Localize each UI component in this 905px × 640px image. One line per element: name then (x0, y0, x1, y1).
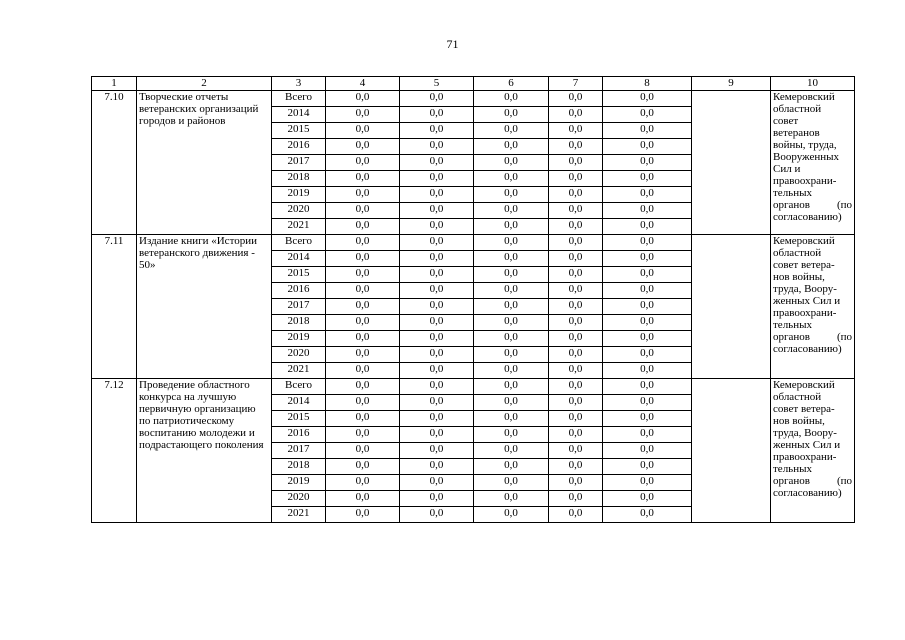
year-cell: 2019 (272, 187, 326, 203)
column-header: 4 (326, 77, 400, 91)
value-cell: 0,0 (326, 299, 400, 315)
year-cell: 2019 (272, 475, 326, 491)
value-cell: 0,0 (326, 139, 400, 155)
year-cell: 2015 (272, 267, 326, 283)
value-cell: 0,0 (400, 331, 474, 347)
value-cell: 0,0 (549, 443, 603, 459)
value-cell: 0,0 (474, 395, 549, 411)
value-cell: 0,0 (603, 475, 692, 491)
value-cell: 0,0 (474, 491, 549, 507)
value-cell: 0,0 (474, 475, 549, 491)
executor-line: согласованию) (773, 211, 842, 223)
value-cell: 0,0 (326, 219, 400, 235)
value-cell: 0,0 (474, 267, 549, 283)
value-cell: 0,0 (549, 379, 603, 395)
year-cell: 2021 (272, 507, 326, 523)
value-cell: 0,0 (474, 347, 549, 363)
value-cell: 0,0 (549, 139, 603, 155)
value-cell: 0,0 (474, 411, 549, 427)
column-header: 10 (771, 77, 855, 91)
value-cell: 0,0 (400, 91, 474, 107)
value-cell: 0,0 (326, 411, 400, 427)
executor-line: Кемеровский (773, 235, 835, 247)
value-cell: 0,0 (326, 187, 400, 203)
table-row (92, 91, 855, 107)
value-cell: 0,0 (326, 475, 400, 491)
value-cell: 0,0 (474, 427, 549, 443)
value-cell: 0,0 (549, 91, 603, 107)
value-cell: 0,0 (326, 283, 400, 299)
column-header: 7 (549, 77, 603, 91)
executor-line: Кемеровский (773, 91, 835, 103)
value-cell: 0,0 (603, 411, 692, 427)
column-header: 3 (272, 77, 326, 91)
value-cell: 0,0 (603, 331, 692, 347)
executor-line: тельных (773, 187, 812, 199)
value-cell: 0,0 (474, 283, 549, 299)
empty-cell (692, 379, 771, 523)
year-cell: 2021 (272, 363, 326, 379)
value-cell: 0,0 (474, 459, 549, 475)
value-cell: 0,0 (400, 283, 474, 299)
executor-line: Кемеровский (773, 379, 835, 391)
executor-line: труда, Воору- (773, 283, 837, 295)
value-cell: 0,0 (400, 107, 474, 123)
year-cell: Всего (272, 379, 326, 395)
year-cell: Всего (272, 235, 326, 251)
executor-line: нов войны, (773, 415, 825, 427)
value-cell: 0,0 (549, 331, 603, 347)
value-cell: 0,0 (326, 379, 400, 395)
column-header: 6 (474, 77, 549, 91)
value-cell: 0,0 (326, 347, 400, 363)
value-cell: 0,0 (400, 459, 474, 475)
value-cell: 0,0 (474, 187, 549, 203)
value-cell: 0,0 (400, 299, 474, 315)
value-cell: 0,0 (549, 219, 603, 235)
executor-line: согласованию) (773, 343, 842, 355)
value-cell: 0,0 (326, 171, 400, 187)
year-cell: 2014 (272, 395, 326, 411)
year-cell: 2021 (272, 219, 326, 235)
value-cell: 0,0 (549, 491, 603, 507)
column-header: 8 (603, 77, 692, 91)
value-cell: 0,0 (400, 395, 474, 411)
executor-line: органов (по (773, 475, 852, 487)
year-cell: 2016 (272, 139, 326, 155)
value-cell: 0,0 (474, 123, 549, 139)
value-cell: 0,0 (549, 411, 603, 427)
executor-cell (771, 235, 855, 379)
executor-line: областной (773, 391, 822, 403)
value-cell: 0,0 (603, 379, 692, 395)
executor-line: тельных (773, 319, 812, 331)
executor-line: войны, труда, (773, 139, 837, 151)
value-cell: 0,0 (326, 235, 400, 251)
value-cell: 0,0 (326, 123, 400, 139)
value-cell: 0,0 (549, 347, 603, 363)
value-cell: 0,0 (400, 507, 474, 523)
value-cell: 0,0 (474, 203, 549, 219)
value-cell: 0,0 (549, 395, 603, 411)
executor-line: совет ветера- (773, 259, 835, 271)
program-table (91, 76, 855, 523)
value-cell: 0,0 (603, 251, 692, 267)
value-cell: 0,0 (549, 251, 603, 267)
year-cell: Всего (272, 91, 326, 107)
year-cell: 2015 (272, 411, 326, 427)
value-cell: 0,0 (400, 443, 474, 459)
value-cell: 0,0 (400, 491, 474, 507)
value-cell: 0,0 (603, 171, 692, 187)
year-cell: 2018 (272, 315, 326, 331)
value-cell: 0,0 (400, 187, 474, 203)
value-cell: 0,0 (549, 427, 603, 443)
value-cell: 0,0 (326, 267, 400, 283)
executor-line: женных Сил и (773, 295, 841, 307)
table-body (92, 91, 855, 523)
year-cell: 2020 (272, 491, 326, 507)
value-cell: 0,0 (400, 315, 474, 331)
value-cell: 0,0 (603, 267, 692, 283)
value-cell: 0,0 (400, 171, 474, 187)
value-cell: 0,0 (474, 171, 549, 187)
item-number: 7.12 (92, 379, 137, 523)
value-cell: 0,0 (400, 123, 474, 139)
value-cell: 0,0 (326, 427, 400, 443)
value-cell: 0,0 (603, 123, 692, 139)
executor-line: областной (773, 103, 822, 115)
executor-line: правоохрани- (773, 451, 837, 463)
empty-cell (692, 235, 771, 379)
executor-line: нов войны, (773, 271, 825, 283)
executor-line: правоохрани- (773, 307, 837, 319)
item-number: 7.10 (92, 91, 137, 235)
item-name: Проведение областного конкурса на лучшую первичную организацию по патриотическому воспитанию молодежи и подрастающего поколения (137, 379, 272, 523)
year-cell: 2018 (272, 171, 326, 187)
executor-line: совет (773, 115, 799, 127)
value-cell: 0,0 (474, 315, 549, 331)
value-cell: 0,0 (549, 283, 603, 299)
value-cell: 0,0 (400, 379, 474, 395)
year-cell: 2016 (272, 283, 326, 299)
value-cell: 0,0 (603, 283, 692, 299)
value-cell: 0,0 (603, 187, 692, 203)
value-cell: 0,0 (326, 507, 400, 523)
value-cell: 0,0 (603, 395, 692, 411)
value-cell: 0,0 (326, 363, 400, 379)
value-cell: 0,0 (549, 107, 603, 123)
value-cell: 0,0 (326, 91, 400, 107)
value-cell: 0,0 (549, 235, 603, 251)
value-cell: 0,0 (326, 107, 400, 123)
item-name: Издание книги «Истории ветеранского движения - 50» (137, 235, 272, 379)
value-cell: 0,0 (603, 491, 692, 507)
value-cell: 0,0 (549, 267, 603, 283)
executor-line: тельных (773, 463, 812, 475)
value-cell: 0,0 (603, 363, 692, 379)
executor-line: Сил и (773, 163, 801, 175)
value-cell: 0,0 (474, 155, 549, 171)
value-cell: 0,0 (549, 507, 603, 523)
value-cell: 0,0 (326, 331, 400, 347)
value-cell: 0,0 (474, 379, 549, 395)
value-cell: 0,0 (326, 251, 400, 267)
value-cell: 0,0 (400, 363, 474, 379)
value-cell: 0,0 (603, 203, 692, 219)
value-cell: 0,0 (326, 203, 400, 219)
executor-line: согласованию) (773, 487, 842, 499)
executor-line: Вооруженных (773, 151, 840, 163)
year-cell: 2017 (272, 443, 326, 459)
value-cell: 0,0 (549, 459, 603, 475)
executor-line: труда, Воору- (773, 427, 837, 439)
value-cell: 0,0 (400, 267, 474, 283)
value-cell: 0,0 (603, 91, 692, 107)
value-cell: 0,0 (603, 443, 692, 459)
value-cell: 0,0 (474, 107, 549, 123)
executor-line: органов (по (773, 331, 852, 343)
value-cell: 0,0 (400, 251, 474, 267)
executor-line: ветеранов (773, 127, 820, 139)
value-cell: 0,0 (400, 203, 474, 219)
year-cell: 2017 (272, 155, 326, 171)
year-cell: 2017 (272, 299, 326, 315)
value-cell: 0,0 (474, 139, 549, 155)
year-cell: 2019 (272, 331, 326, 347)
year-cell: 2014 (272, 251, 326, 267)
value-cell: 0,0 (603, 107, 692, 123)
column-header: 1 (92, 77, 137, 91)
value-cell: 0,0 (474, 91, 549, 107)
value-cell: 0,0 (549, 363, 603, 379)
year-cell: 2016 (272, 427, 326, 443)
executor-cell (771, 379, 855, 523)
page-number: 71 (446, 37, 459, 51)
value-cell: 0,0 (474, 219, 549, 235)
value-cell: 0,0 (400, 139, 474, 155)
value-cell: 0,0 (400, 155, 474, 171)
value-cell: 0,0 (549, 299, 603, 315)
year-cell: 2014 (272, 107, 326, 123)
value-cell: 0,0 (326, 443, 400, 459)
executor-line: совет ветера- (773, 403, 835, 415)
value-cell: 0,0 (474, 331, 549, 347)
table-row (92, 379, 855, 395)
value-cell: 0,0 (474, 443, 549, 459)
value-cell: 0,0 (474, 507, 549, 523)
header-row (92, 77, 855, 91)
empty-cell (692, 91, 771, 235)
column-header: 9 (692, 77, 771, 91)
executor-line: женных Сил и (773, 439, 841, 451)
value-cell: 0,0 (549, 171, 603, 187)
item-number: 7.11 (92, 235, 137, 379)
value-cell: 0,0 (400, 347, 474, 363)
value-cell: 0,0 (400, 219, 474, 235)
value-cell: 0,0 (326, 491, 400, 507)
value-cell: 0,0 (549, 203, 603, 219)
value-cell: 0,0 (549, 155, 603, 171)
table-row (92, 235, 855, 251)
value-cell: 0,0 (400, 427, 474, 443)
column-header: 5 (400, 77, 474, 91)
value-cell: 0,0 (400, 475, 474, 491)
value-cell: 0,0 (603, 427, 692, 443)
value-cell: 0,0 (603, 299, 692, 315)
value-cell: 0,0 (603, 459, 692, 475)
executor-line: органов (по (773, 199, 852, 211)
value-cell: 0,0 (549, 315, 603, 331)
column-header: 2 (137, 77, 272, 91)
year-cell: 2018 (272, 459, 326, 475)
value-cell: 0,0 (400, 235, 474, 251)
value-cell: 0,0 (400, 411, 474, 427)
year-cell: 2015 (272, 123, 326, 139)
value-cell: 0,0 (603, 347, 692, 363)
value-cell: 0,0 (326, 395, 400, 411)
value-cell: 0,0 (474, 363, 549, 379)
value-cell: 0,0 (603, 315, 692, 331)
value-cell: 0,0 (603, 507, 692, 523)
value-cell: 0,0 (326, 315, 400, 331)
year-cell: 2020 (272, 203, 326, 219)
value-cell: 0,0 (549, 123, 603, 139)
value-cell: 0,0 (474, 299, 549, 315)
value-cell: 0,0 (326, 155, 400, 171)
value-cell: 0,0 (603, 139, 692, 155)
value-cell: 0,0 (549, 187, 603, 203)
item-name: Творческие отчеты ветеранских организаций городов и районов (137, 91, 272, 235)
value-cell: 0,0 (603, 235, 692, 251)
value-cell: 0,0 (474, 235, 549, 251)
value-cell: 0,0 (474, 251, 549, 267)
executor-line: областной (773, 247, 822, 259)
value-cell: 0,0 (603, 155, 692, 171)
executor-line: правоохрани- (773, 175, 837, 187)
executor-cell (771, 91, 855, 235)
year-cell: 2020 (272, 347, 326, 363)
value-cell: 0,0 (603, 219, 692, 235)
value-cell: 0,0 (326, 459, 400, 475)
value-cell: 0,0 (549, 475, 603, 491)
